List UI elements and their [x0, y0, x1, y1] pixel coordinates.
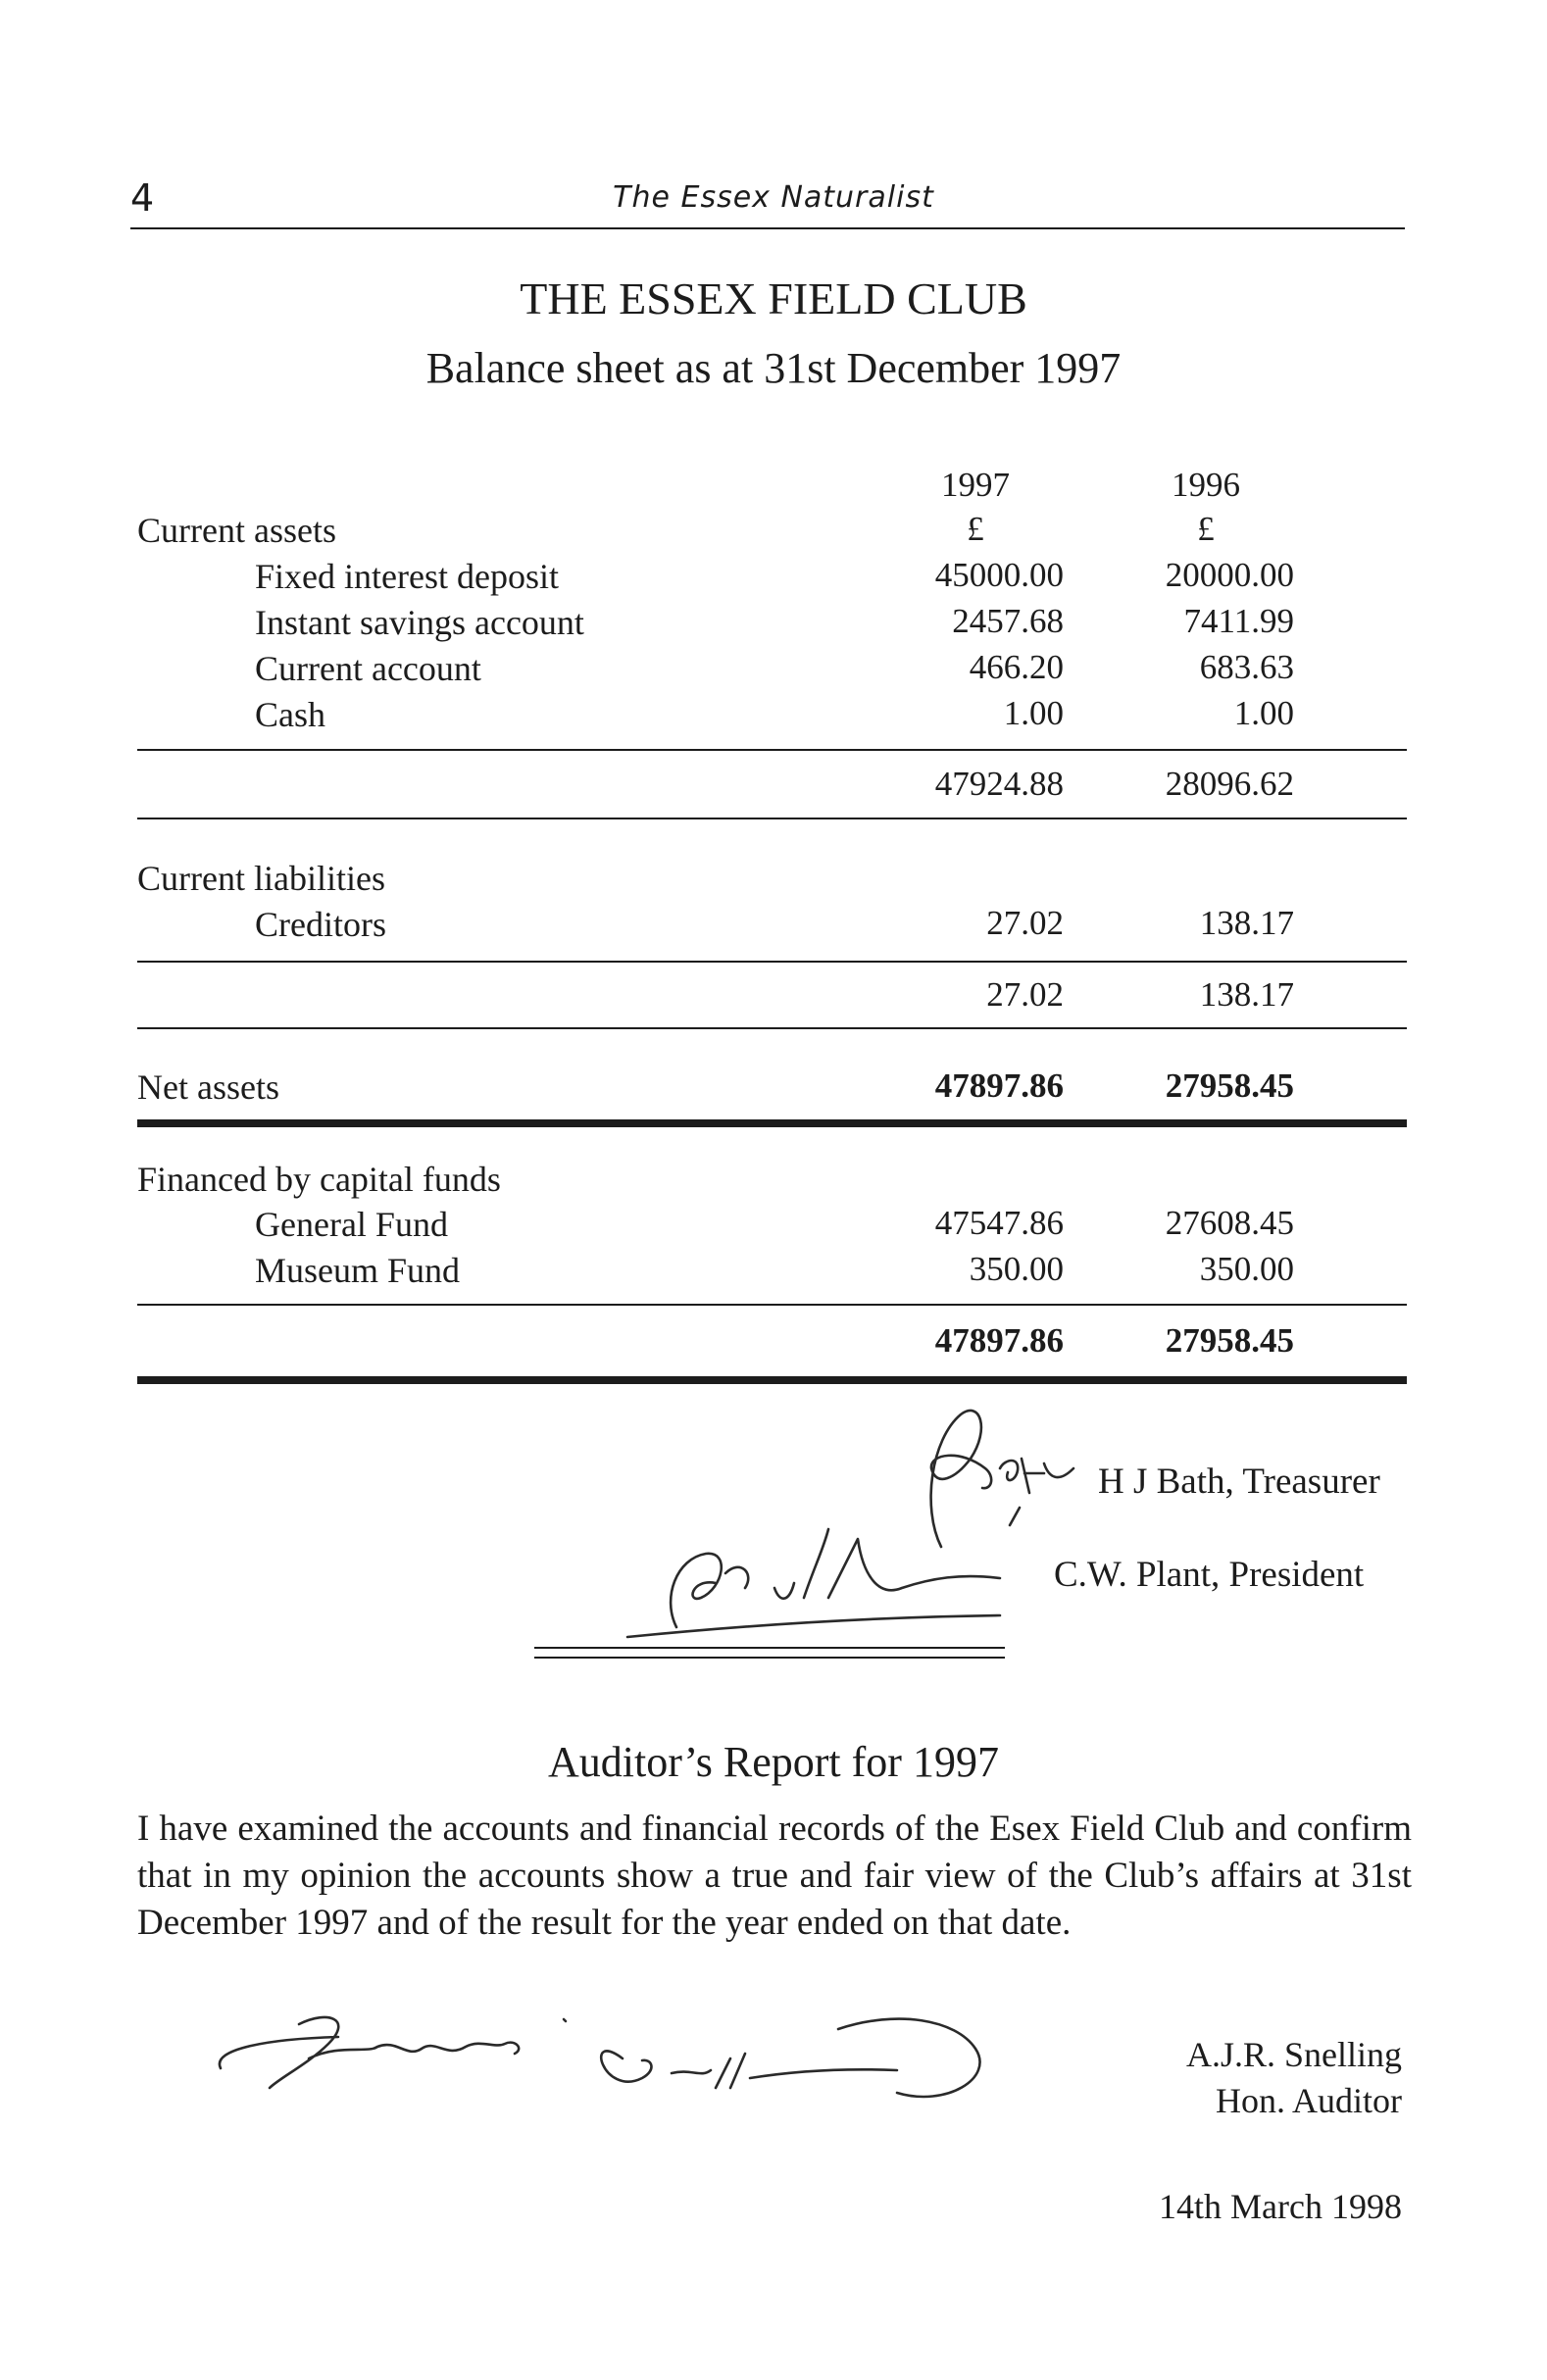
signature-underline [534, 1657, 1005, 1659]
asset-value-1997: 466.20 [969, 648, 1064, 686]
column-year-1997: 1997 [941, 466, 1010, 504]
asset-value-1996: 1.00 [1233, 694, 1294, 732]
asset-value-1996: 683.63 [1199, 648, 1294, 686]
column-year-1996: 1996 [1172, 466, 1240, 504]
divider [137, 818, 1407, 819]
signature-underline [534, 1647, 1005, 1649]
asset-label: Instant savings account [255, 603, 584, 642]
asset-label: Current account [255, 649, 481, 688]
auditor-date: 14th March 1998 [1159, 2187, 1402, 2226]
thick-divider [137, 1119, 1407, 1127]
capital-funds-heading: Financed by capital funds [137, 1160, 501, 1199]
auditor-name: A.J.R. Snelling [1185, 2035, 1402, 2074]
column-unit-1996: £ [1197, 510, 1215, 548]
liability-label: Creditors [255, 905, 386, 944]
divider [137, 1304, 1407, 1306]
president-name: C.W. Plant, President [1054, 1555, 1365, 1595]
net-assets-label: Net assets [137, 1067, 279, 1107]
net-assets-1997: 47897.86 [934, 1066, 1064, 1105]
auditor-report-heading: Auditor’s Report for 1997 [548, 1738, 999, 1786]
auditor-signature [211, 2000, 1073, 2107]
asset-value-1996: 7411.99 [1183, 602, 1294, 640]
journal-title: The Essex Naturalist [613, 180, 934, 215]
thick-divider [137, 1376, 1407, 1384]
liability-value-1996: 138.17 [1199, 904, 1294, 942]
fund-value-1997: 350.00 [969, 1250, 1064, 1288]
fund-value-1996: 350.00 [1199, 1250, 1294, 1288]
fund-value-1996: 27608.45 [1165, 1204, 1294, 1242]
liabilities-total-1997: 27.02 [986, 975, 1064, 1014]
funds-total-1997: 47897.86 [934, 1321, 1064, 1360]
treasurer-name: H J Bath, Treasurer [1098, 1462, 1380, 1502]
asset-label: Cash [255, 695, 325, 734]
assets-total-1997: 47924.88 [934, 765, 1064, 803]
current-liabilities-heading: Current liabilities [137, 859, 385, 898]
net-assets-1996: 27958.45 [1165, 1066, 1294, 1105]
club-title: THE ESSEX FIELD CLUB [520, 273, 1027, 323]
divider [137, 961, 1407, 963]
assets-total-1996: 28096.62 [1165, 765, 1294, 803]
fund-label: Museum Fund [255, 1251, 461, 1290]
auditor-report-body: I have examined the accounts and financial records of the Esex Field Club and confirm that in my opinion the accounts show a true and fair view of the Club’s affairs at 31st December 1997 and of the result for the year ended on that date. [137, 1809, 1412, 1943]
fund-value-1997: 47547.86 [934, 1204, 1064, 1242]
header-rule [130, 227, 1405, 229]
asset-value-1996: 20000.00 [1165, 556, 1294, 594]
divider [137, 749, 1407, 751]
liability-value-1997: 27.02 [986, 904, 1064, 942]
liabilities-total-1996: 138.17 [1199, 975, 1294, 1014]
page-number: 4 [130, 176, 155, 220]
funds-total-1996: 27958.45 [1165, 1321, 1294, 1360]
balance-sheet-subtitle: Balance sheet as at 31st December 1997 [425, 344, 1122, 392]
fund-label: General Fund [255, 1205, 448, 1244]
asset-label: Fixed interest deposit [255, 557, 559, 596]
asset-value-1997: 1.00 [1003, 694, 1064, 732]
asset-value-1997: 45000.00 [934, 556, 1064, 594]
divider [137, 1027, 1407, 1029]
asset-value-1997: 2457.68 [952, 602, 1064, 640]
president-signature [608, 1480, 1020, 1647]
current-assets-heading: Current assets [137, 511, 336, 550]
auditor-role: Hon. Auditor [1215, 2081, 1402, 2120]
column-unit-1997: £ [967, 510, 984, 548]
